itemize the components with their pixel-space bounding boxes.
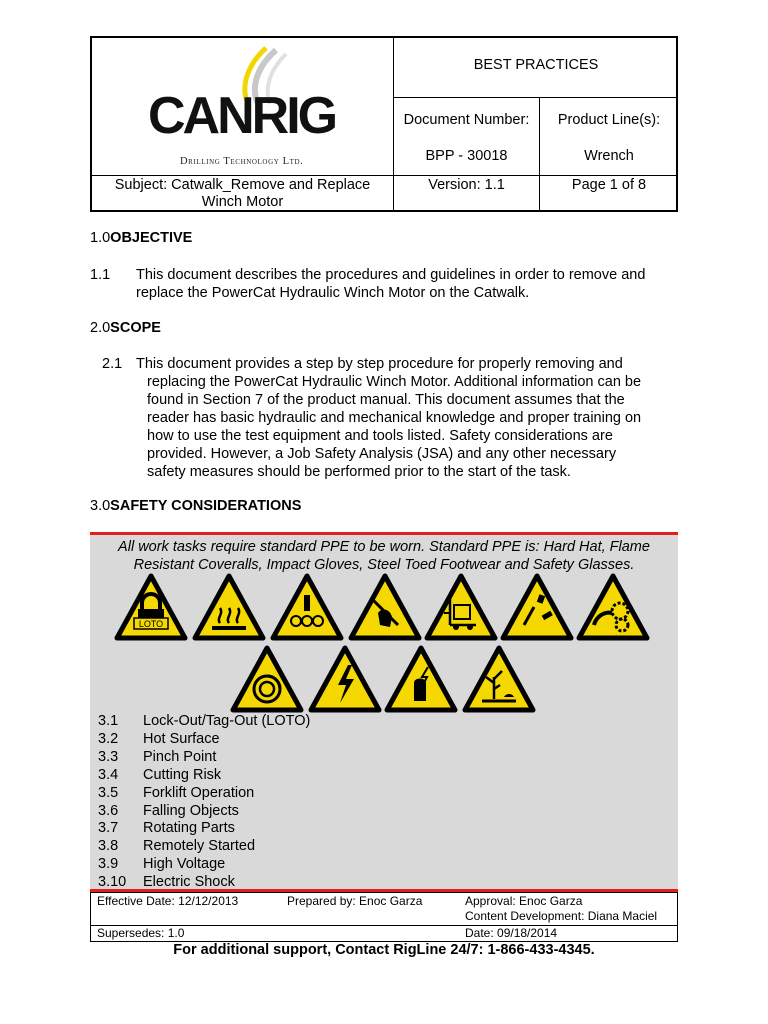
objective-line-2: replace the PowerCat Hydraulic Winch Motor on the Catwalk. xyxy=(136,285,530,301)
scope-line: reader has basic hydraulic and mechanical knowledge and proper training on xyxy=(147,410,642,426)
environmental-hazard-icon xyxy=(462,645,536,713)
page-count-cell: Page 1 of 8 xyxy=(571,177,647,193)
scope-paragraph xyxy=(136,355,641,481)
list-item: 3.1 Lock-Out/Tag-Out (LOTO) xyxy=(98,713,311,729)
ppe-line-2: Resistant Coveralls, Impact Gloves, Steel Toed Footwear and Safety Glasses. xyxy=(133,557,635,573)
list-item: 3.10 Electric Shock xyxy=(98,874,235,891)
objective-heading xyxy=(90,230,192,246)
list-item: 3.4 Cutting Risk xyxy=(98,766,222,783)
lock-out-tag-out-icon xyxy=(114,573,188,641)
subject-line-1: Subject: Catwalk_Remove and Replace xyxy=(114,177,371,193)
list-item: 3.2 Hot Surface xyxy=(98,730,220,747)
list-item: 3.6 Falling Objects xyxy=(98,802,239,819)
cutting-risk-icon xyxy=(348,573,422,641)
list-item: 3.3 Pinch Point xyxy=(98,748,217,765)
pinch-point-icon xyxy=(270,573,344,641)
rotating-parts-icon xyxy=(576,573,650,641)
logo-wordmark: CANRIG xyxy=(148,87,336,145)
objective-line-1: This document describes the procedures and guidelines in order to remove and xyxy=(136,267,646,283)
logo-cell xyxy=(92,38,394,176)
objective-paragraph xyxy=(136,266,645,302)
scope-line: safety measures should be performed prior to the start of the task. xyxy=(147,464,571,480)
scope-line: found in Section 7 of the product manual. This document assumes that the xyxy=(147,392,625,408)
objective-item-number: 1.1 xyxy=(90,267,111,283)
scope-number: 2.0 xyxy=(90,320,111,336)
scope-heading xyxy=(90,320,161,336)
safety-title: SAFETY CONSIDERATIONS xyxy=(110,498,302,514)
logo-subtitle: Drilling Technology Ltd. xyxy=(180,156,304,167)
falling-objects-icon xyxy=(500,573,574,641)
prepared-by: Prepared by: Enoc Garza xyxy=(287,894,423,908)
subject-cell xyxy=(92,176,394,212)
hazard-list xyxy=(98,713,310,892)
safety-considerations-box xyxy=(90,532,678,892)
ppe-line-1: All work tasks require standard PPE to be worn. Standard PPE is: Hard Hat, Flame xyxy=(118,539,650,555)
best-practices-title: BEST PRACTICES xyxy=(394,38,678,98)
list-item: 3.5 Forklift Operation xyxy=(98,784,255,801)
remotely-started-icon xyxy=(230,645,304,713)
high-voltage-icon xyxy=(308,645,382,713)
document-number-cell xyxy=(394,98,540,176)
subject-line-2: Winch Motor xyxy=(201,194,284,210)
document-number-label: Document Number: xyxy=(403,112,530,128)
supersedes: Supersedes: 1.0 xyxy=(97,926,185,940)
safety-number: 3.0 xyxy=(90,498,111,514)
scope-line: This document provides a step by step procedure for properly removing and xyxy=(136,356,623,372)
document-number-value: BPP - 30018 xyxy=(425,148,508,164)
objective-title: OBJECTIVE xyxy=(110,230,193,246)
product-line-value: Wrench xyxy=(584,148,634,164)
scope-line: how to use the test equipment and tools listed. Safety considerations are xyxy=(147,428,613,444)
safety-heading xyxy=(90,498,301,514)
document-header-table xyxy=(90,36,678,212)
objective-number: 1.0 xyxy=(90,230,111,246)
list-item: 3.8 Remotely Started xyxy=(98,838,256,855)
effective-date: Effective Date: 12/12/2013 xyxy=(97,894,239,908)
scope-line: replacing the PowerCat Hydraulic Winch Motor. Additional information can be xyxy=(147,374,642,390)
electric-shock-icon xyxy=(384,645,458,713)
hot-surface-icon xyxy=(192,573,266,641)
scope-title: SCOPE xyxy=(110,320,161,336)
loto-label: LOTO xyxy=(138,619,164,629)
product-line-label: Product Line(s): xyxy=(557,112,661,128)
approval: Approval: Enoc Garza xyxy=(465,894,583,908)
forklift-icon xyxy=(424,573,498,641)
canrig-logo xyxy=(148,52,338,167)
product-line-cell xyxy=(540,98,678,176)
list-item: 3.7 Rotating Parts xyxy=(98,820,235,837)
revision-date: Date: 09/18/2014 xyxy=(465,926,558,940)
content-development: Content Development: Diana Maciel xyxy=(465,909,658,923)
scope-item-number: 2.1 xyxy=(102,356,123,372)
version-cell: Version: 1.1 xyxy=(394,176,540,212)
scope-line: provided. However, a Job Safety Analysis (JSA) and any other necessary xyxy=(147,446,617,462)
list-item: 3.9 High Voltage xyxy=(98,856,226,873)
document-footer-table xyxy=(90,892,678,942)
support-contact: For additional support, Contact RigLine 24/7: 1-866-433-4345. xyxy=(173,942,595,958)
